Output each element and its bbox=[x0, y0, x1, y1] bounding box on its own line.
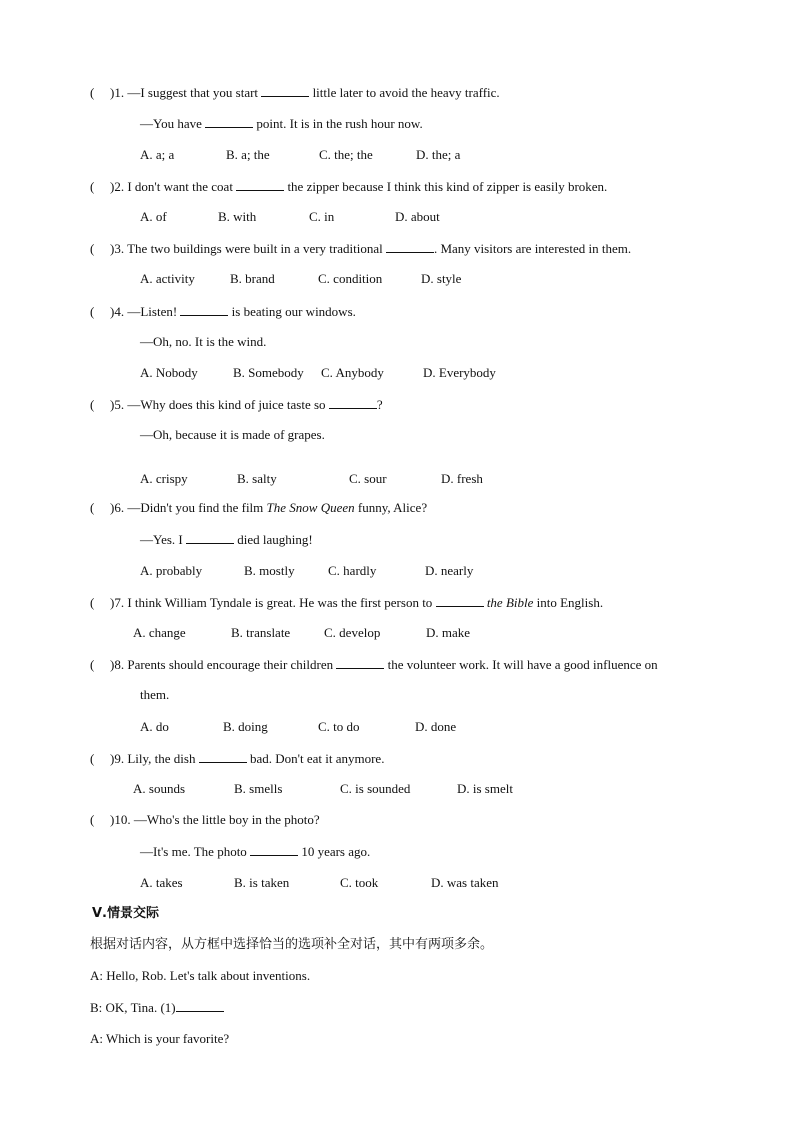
question-9-option-d: D. is smelt bbox=[457, 781, 513, 796]
question-2-option-b: B. with bbox=[218, 209, 257, 224]
dialogue-line-2: B: OK, Tina. (1) bbox=[90, 999, 224, 1016]
question-6-option-c: C. hardly bbox=[328, 563, 377, 578]
answer-blank bbox=[436, 594, 484, 607]
question-5-line2: —Oh, because it is made of grapes. bbox=[140, 427, 325, 442]
question-1-option-a: A. a; a bbox=[140, 147, 175, 162]
question-1-line2: —You have point. It is in the rush hour now. bbox=[140, 116, 423, 131]
question-6-stem: ( )6. —Didn't you find the film The Snow Queen funny, Alice? bbox=[90, 500, 428, 515]
question-7-stem: ( )7. I think William Tyndale is great. He was the first person to the Bible into English. bbox=[90, 595, 604, 610]
answer-blank bbox=[329, 396, 377, 409]
question-8-option-a: A. do bbox=[140, 719, 169, 734]
answer-paren: ( bbox=[90, 812, 95, 827]
question-6-option-a: A. probably bbox=[140, 563, 203, 578]
question-4-option-b: B. Somebody bbox=[233, 365, 304, 380]
answer-blank bbox=[236, 178, 284, 191]
question-9-stem: ( )9. Lily, the dish bad. Don't eat it anymore. bbox=[90, 751, 385, 766]
question-7-option-a: A. change bbox=[133, 625, 186, 640]
question-9-option-c: C. is sounded bbox=[340, 781, 411, 796]
question-1-option-c: C. the; the bbox=[319, 147, 373, 162]
question-8-line2: them. bbox=[140, 687, 170, 702]
answer-paren: ( bbox=[90, 500, 95, 515]
question-4-option-d: D. Everybody bbox=[423, 365, 496, 380]
question-2-option-d: D. about bbox=[395, 209, 440, 224]
question-5-option-d: D. fresh bbox=[441, 471, 483, 486]
question-10-option-b: B. is taken bbox=[234, 875, 290, 890]
question-4-line2: —Oh, no. It is the wind. bbox=[140, 334, 267, 349]
question-10-line2: —It's me. The photo 10 years ago. bbox=[140, 844, 371, 859]
section-title: Ⅴ.情景交际 bbox=[92, 906, 159, 921]
answer-blank bbox=[336, 656, 384, 669]
question-1-option-b: B. a; the bbox=[226, 147, 270, 162]
answer-blank bbox=[250, 843, 298, 856]
answer-blank bbox=[386, 240, 434, 253]
question-9-option-b: B. smells bbox=[234, 781, 283, 796]
dialogue-line-1: A: Hello, Rob. Let's talk about inventions. bbox=[90, 968, 311, 983]
dialogue-line-3: A: Which is your favorite? bbox=[90, 1031, 230, 1046]
answer-blank bbox=[199, 750, 247, 763]
question-6-option-b: B. mostly bbox=[244, 563, 295, 578]
answer-blank bbox=[176, 999, 224, 1012]
question-8-option-c: C. to do bbox=[318, 719, 360, 734]
section-instruction: 根据对话内容，从方框中选择恰当的选项补全对话，其中有两项多余。 bbox=[90, 937, 494, 952]
question-7-option-c: C. develop bbox=[324, 625, 381, 640]
answer-paren: ( bbox=[90, 85, 95, 100]
question-3-option-b: B. brand bbox=[230, 271, 275, 286]
question-8-stem: ( )8. Parents should encourage their children the volunteer work. It will have a good influence on bbox=[90, 657, 658, 672]
answer-paren: ( bbox=[90, 304, 95, 319]
question-4-option-a: A. Nobody bbox=[140, 365, 198, 380]
question-1-option-d: D. the; a bbox=[416, 147, 461, 162]
question-1-stem: ( )1. —I suggest that you start little later to avoid the heavy traffic. bbox=[90, 85, 500, 100]
question-3-option-d: D. style bbox=[421, 271, 462, 286]
question-10-stem: ( )10. —Who's the little boy in the photo? bbox=[90, 812, 320, 827]
question-10-option-a: A. takes bbox=[140, 875, 183, 890]
question-7-option-d: D. make bbox=[426, 625, 471, 640]
question-3-option-a: A. activity bbox=[140, 271, 195, 286]
answer-blank bbox=[186, 531, 234, 544]
answer-paren: ( bbox=[90, 657, 95, 672]
question-5-option-a: A. crispy bbox=[140, 471, 188, 486]
answer-paren: ( bbox=[90, 241, 95, 256]
answer-blank bbox=[261, 84, 309, 97]
answer-blank bbox=[205, 115, 253, 128]
question-5-option-c: C. sour bbox=[349, 471, 387, 486]
question-3-option-c: C. condition bbox=[318, 271, 383, 286]
question-4-stem: ( )4. —Listen! is beating our windows. bbox=[90, 304, 356, 319]
question-2-option-a: A. of bbox=[140, 209, 167, 224]
question-5-stem: ( )5. —Why does this kind of juice taste so ? bbox=[90, 397, 383, 412]
question-8-option-d: D. done bbox=[415, 719, 457, 734]
question-3-stem: ( )3. The two buildings were built in a very traditional . Many visitors are interested in them. bbox=[90, 241, 632, 256]
question-10-option-c: C. took bbox=[340, 875, 379, 890]
answer-paren: ( bbox=[90, 397, 95, 412]
answer-paren: ( bbox=[90, 179, 95, 194]
question-6-option-d: D. nearly bbox=[425, 563, 474, 578]
question-9-option-a: A. sounds bbox=[133, 781, 186, 796]
question-5-option-b: B. salty bbox=[237, 471, 277, 486]
question-7-option-b: B. translate bbox=[231, 625, 291, 640]
question-4-option-c: C. Anybody bbox=[321, 365, 384, 380]
answer-blank bbox=[180, 303, 228, 316]
question-2-option-c: C. in bbox=[309, 209, 335, 224]
question-10-option-d: D. was taken bbox=[431, 875, 499, 890]
question-8-option-b: B. doing bbox=[223, 719, 268, 734]
question-2-stem: ( )2. I don't want the coat the zipper because I think this kind of zipper is easily broken. bbox=[90, 179, 608, 194]
answer-paren: ( bbox=[90, 595, 95, 610]
answer-paren: ( bbox=[90, 751, 95, 766]
question-6-line2: —Yes. I died laughing! bbox=[140, 532, 313, 547]
